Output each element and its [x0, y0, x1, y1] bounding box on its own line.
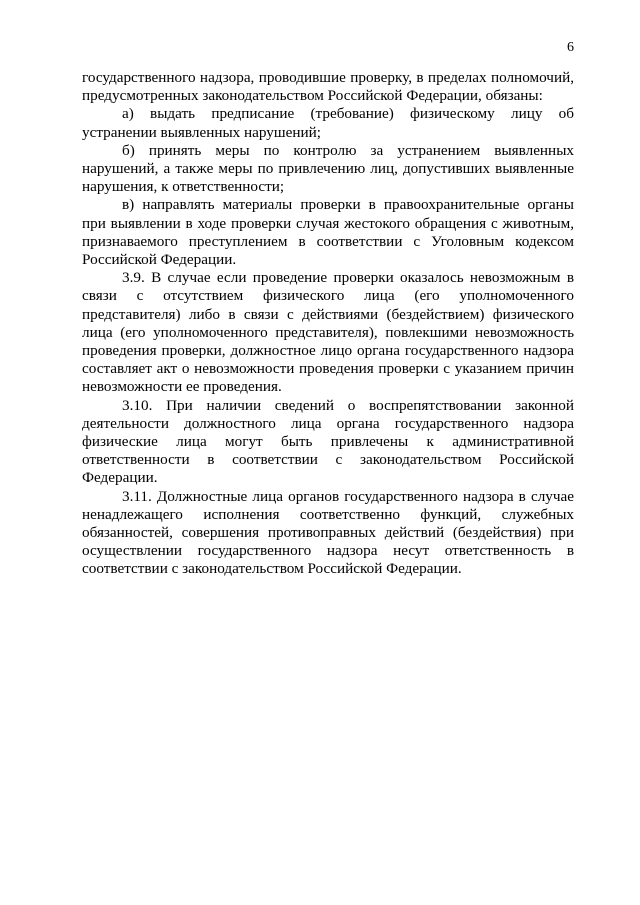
paragraph-3-9: 3.9. В случае если проведение проверки оказалось невозможным в связи с отсутствием физического лица (его уполномоченного представителя) либо в связи с действиями (бездействием) физического лица (его уполномоченного представителя), повлекшими невозможность проведения проверки, должностное лицо органа государственного надзора составляет акт о невозможности проведения проверки с указанием причин невозможности ее проведения. [82, 269, 574, 396]
document-body [82, 69, 574, 579]
paragraph-3-10: 3.10. При наличии сведений о воспрепятствовании законной деятельности должностного лица органа государственного надзора физические лица могут быть привлечены к административной ответственности в соответствии с законодательством Российской Федерации. [82, 396, 574, 487]
paragraph-item-a: а) выдать предписание (требование) физическому лицу об устранении выявленных нарушений; [82, 105, 574, 141]
paragraph-item-v: в) направлять материалы проверки в правоохранительные органы при выявлении в ходе проверки случая жестокого обращения с животным, признаваемого преступлением в соответствии с Уголовным кодексом Российской Федерации. [82, 196, 574, 269]
paragraph-intro: государственного надзора, проводившие проверку, в пределах полномочий, предусмотренных законодательством Российской Федерации, обязаны: [82, 69, 574, 105]
paragraph-3-11: 3.11. Должностные лица органов государственного надзора в случае ненадлежащего исполнения соответственно функций, служебных обязанностей, совершения противоправных действий (бездействия) при осуществлении государственного надзора несут ответственность в соответствии с законодательством Российской Федерации. [82, 487, 574, 578]
paragraph-item-b: б) принять меры по контролю за устранением выявленных нарушений, а также меры по привлечению лиц, допустивших выявленные нарушения, к ответственности; [82, 141, 574, 196]
page-number: 6 [567, 40, 574, 55]
